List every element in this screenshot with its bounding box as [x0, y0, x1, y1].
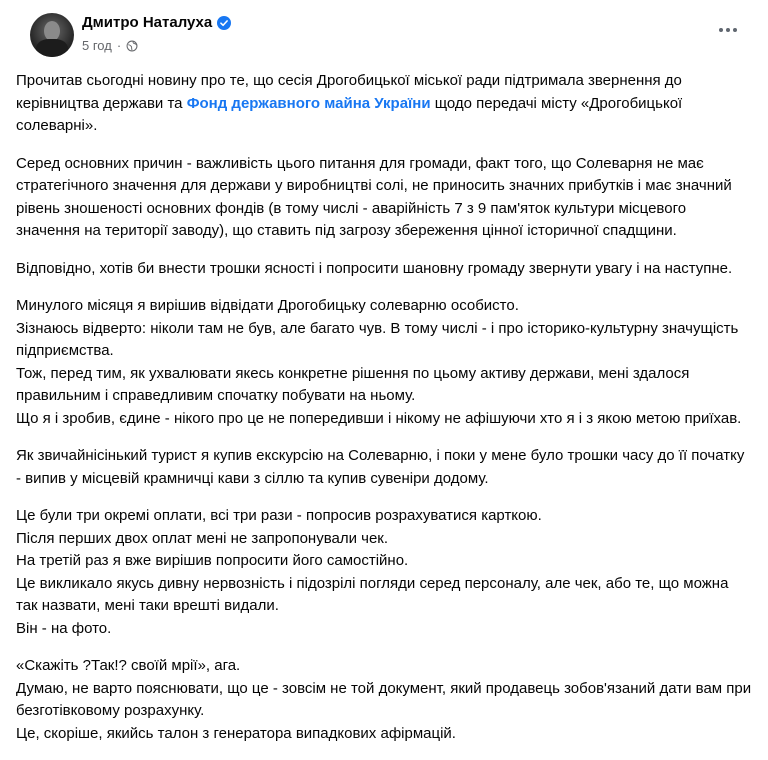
paragraph-6-line: Це викликало якусь дивну нервозність і підозрілі погляди серед персоналу, але чек, або те, що можна так назвати, мені таки врешті видали. [16, 574, 729, 614]
paragraph-7 [16, 655, 752, 745]
avatar[interactable] [30, 13, 74, 57]
paragraph-4-line: Що я і зробив, єдине - нікого про це не попередивши і нікому не афішуючи хто я і з якою метою приїхав. [16, 409, 742, 427]
post-time[interactable]: 5 год [82, 38, 112, 53]
avatar-body [36, 39, 68, 57]
paragraph-1-before: Прочитав сьогодні новину про те, що сесія Дрогобицької міської ради підтримала звернення до керівництва держави та [16, 72, 682, 112]
post-body [16, 70, 752, 760]
paragraph-4 [16, 295, 752, 430]
paragraph-3: Відповідно, хотів би внести трошки ясності і попросити шановну громаду звернути увагу і на наступне. [16, 259, 733, 277]
paragraph-6-line: Це були три окремі оплати, всі три рази - попросив розрахуватися карткою. [16, 507, 542, 524]
paragraph-2: Серед основних причин - важливість цього питання для громади, факт того, що Солеварня не має стратегічного значення для держави у виробництві солі, не приносить значних прибутків і має значний рівень зношеності основних фондів (в тому числі - аварійність 7 з 9 пам'яток культури місцевого значення на території заводу), що ставить під загрозу збереження цінної історичної спадщини. [16, 154, 732, 239]
more-dot [719, 28, 723, 32]
post-header [16, 0, 752, 62]
paragraph-1 [16, 70, 752, 138]
post-meta [82, 38, 138, 53]
paragraph-4-line: Зізнаюсь відверто: ніколи там не був, але багато чув. В тому числі - і про історико-культурну значущість підприємства. [16, 319, 739, 359]
paragraph-6-line: Після перших двох оплат мені не запропонували чек. [16, 529, 389, 547]
paragraph-1-after: щодо передачі місту «Дрогобицької солеварні». [16, 94, 683, 134]
more-options-icon[interactable] [714, 18, 742, 42]
verified-badge-icon [217, 16, 231, 30]
paragraph-6-line: Він - на фото. [16, 619, 112, 637]
paragraph-6 [16, 505, 752, 640]
paragraph-7-line: Це, скоріше, якийсь талон з генератора випадкових афірмацій. [16, 724, 456, 742]
more-dot [726, 28, 730, 32]
author-row [82, 14, 231, 31]
paragraph-7-line: Думаю, не варто пояснювати, що це - зовсім не той документ, який продавець зобов'язаний дати вам при безготівковому розрахунку. [16, 679, 752, 719]
avatar-face [44, 21, 60, 41]
author-name[interactable]: Дмитро Наталуха [82, 14, 213, 31]
fund-link[interactable]: Фонд державного майна України [186, 94, 431, 112]
paragraph-7-line: «Скажіть ?Так!? своїй мрії», ага. [16, 657, 241, 674]
paragraph-5: Як звичайнісінький турист я купив екскурсію на Солеварню, і поки у мене було трошки часу до її початку - випив у місцевій крамничці кави з сіллю та купив сувеніри додому. [16, 447, 745, 487]
more-dot [733, 28, 737, 32]
paragraph-4-line: Тож, перед тим, як ухвалювати якесь конкретне рішення по цьому активу держави, мені здалося правильним і справедливим спочатку побувати на ньому. [16, 364, 690, 404]
globe-icon[interactable] [126, 40, 138, 52]
paragraph-4-line: Минулого місяця я вирішив відвідати Дрогобицьку солеварню особисто. [16, 297, 519, 314]
meta-separator: · [116, 38, 122, 53]
paragraph-6-line: На третій раз я вже вирішив попросити його самостійно. [16, 552, 409, 569]
